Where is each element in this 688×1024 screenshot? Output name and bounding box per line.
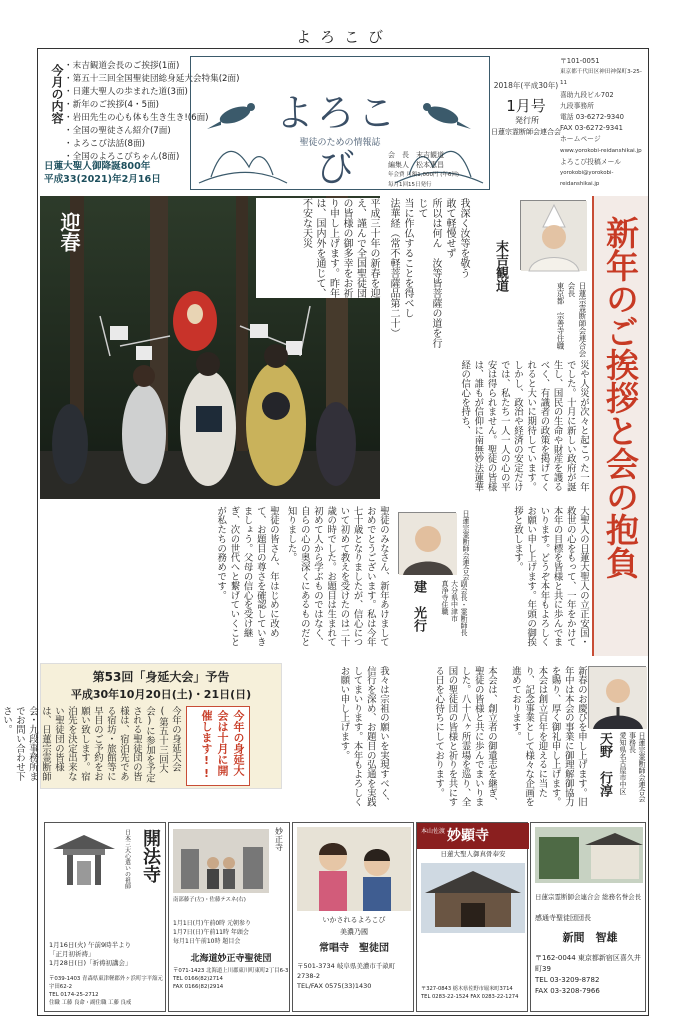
editor-line: 編集人 松本恵昌 <box>388 161 444 169</box>
amano-name: 天野 行淳 <box>597 732 612 797</box>
anniversary-note <box>44 160 188 186</box>
sueyoshi-titles <box>510 282 588 358</box>
photo-caption: 迎春 <box>57 212 81 252</box>
ad-joshoji[interactable] <box>292 822 414 1012</box>
ad-contact <box>49 975 163 1007</box>
sueyoshi-name: 末吉観道 <box>493 240 508 292</box>
intro-text: 平成三十年の新春を迎え、謹んで全国聖徒団の皆様の御多幸をお祈り申し上げます。昨年は、国内外を通じて、不安な天災 <box>256 198 380 298</box>
article-column: 聖徒の皆さん、年はじめに改めて、お題目の尊さを確認していきましょう。父母の信心を受け継ぎ、次の世代へと繋げていくことが私たちの務めです。 <box>215 506 279 647</box>
toc-item[interactable]: ・全国の聖徒さん紹介(7面) <box>64 126 171 136</box>
ad-contact <box>173 967 289 991</box>
anniversary-line: 日蓮大聖人御降誕800年 <box>44 161 151 172</box>
title-line: 真浄寺住職 <box>441 580 449 615</box>
ad-sub: 日蓮大聖人御真骨奉安 <box>440 850 506 858</box>
title-line: 副会長・霊断師長 <box>460 580 468 636</box>
issue-year: 2018年(平成30年) <box>493 81 559 90</box>
ad-address: 〒501-3734 岐阜県美濃市千畝町2738-2 <box>297 962 396 980</box>
editor-line: 会 長 末吉観道 <box>388 151 444 159</box>
ad-myokenji[interactable] <box>416 822 528 1012</box>
ad-line: 1月7日(日)午前11時 年頭会 <box>173 929 249 936</box>
sutra-quote <box>380 198 470 354</box>
title-line: 大分県中津市 <box>450 580 459 622</box>
ad-contact <box>535 953 645 997</box>
tate-titles-2 <box>440 580 468 656</box>
sutra-line: 我深く汝等を敬う <box>458 198 469 278</box>
ad-fax: FAX 03-3208-7966 <box>535 987 600 995</box>
ad-title-bar <box>417 823 529 849</box>
toc-item[interactable]: ・末吉観道会長のご挨拶(1面) <box>64 61 180 71</box>
toc-item[interactable]: ・全国のよろこびちゃん(8面) <box>64 152 180 162</box>
article-column: 大聖人の日蓮大聖人の立正安国・救世の心をもって、一年をかけて本年の目標を皆様と共に歩んでまいります。どうぞ本年もよろしくお願い申し上げます。年頭の御挨拶と致します。 <box>511 506 589 647</box>
tate-portrait <box>398 512 456 574</box>
homepage-link[interactable]: www.yorokobi-reidanshikai.jp <box>560 147 642 154</box>
masthead-title: よろこび <box>275 91 399 190</box>
ad-address: 〒162-0044 東京都新宿区喜久井町39 <box>535 954 641 973</box>
ad-myoshoji[interactable] <box>168 822 290 1012</box>
toc-item[interactable]: ・新年のご挨拶(4・5面) <box>64 100 159 110</box>
contact-line: 電話 03-6272-9340 <box>560 113 624 122</box>
headline-text: 新年のご挨拶と会の抱負 <box>601 216 640 579</box>
ad-sub: 感通寺聖徒団団長 <box>535 914 591 922</box>
article-column: 我々は宗祖の願いを実現すべく、信行を深め、お題目の弘通を実践してまいります。本年もよろしくお願い申し上げます。 <box>338 666 389 807</box>
toc-item[interactable]: ・日蓮大聖人の歩まれた道(3面) <box>64 87 188 97</box>
toc-item[interactable]: ・よろこび法話(8面) <box>64 139 145 149</box>
priest-portrait-image <box>399 513 457 575</box>
ad-header: いかされるよろこび <box>322 916 386 924</box>
ad-tel: TEL/FAX 0575(33)1430 <box>297 982 372 990</box>
ad-schedule <box>173 919 289 946</box>
sutra-line: 所以は何ん 汝等皆菩薩の道を行じて <box>416 198 441 348</box>
contact-line: 九段事務所 <box>560 101 594 110</box>
article-column: 聖徒のみなさん、新年あけましておめでとうございます。私は今年七十歳となりましたが、信心について初めて教えを受けたのは二十歳の時でした。お題目は生まれて初めて人から学ぶものではなく、自らの心の奥深くにあるものだと知りました。 <box>285 506 389 647</box>
ad-contact <box>297 961 411 991</box>
ad-people: 住職 工藤 良命・副住職 工藤 良戒 <box>49 1000 132 1006</box>
ad-line: 1月16日(火) 午前9時半より <box>49 941 132 949</box>
article-column: 新春のお慶びを申し上げます。旧年中は本会の事業に御理解御協力を賜り、厚く御礼申し上げます。本会は創立百年を迎えるに当たり、記念事業として様々な企画を進めております。 <box>509 666 587 807</box>
ad-name: 北海道妙正寺聖徒団 <box>190 954 272 964</box>
toc-label: 今月の内容 <box>50 64 64 124</box>
ad-tagline: 日本三大心遣いの祖師 <box>123 829 131 889</box>
editor-line: 年会費 月額1,000円 (年6回) <box>388 172 460 178</box>
ad-name: 新間 智雄 <box>562 931 618 944</box>
sutra-line: 当に作仏することを得べし <box>402 198 413 318</box>
toc-item[interactable]: ・第五十三回全国聖徒団総身延大会特集(2面) <box>64 74 240 84</box>
children-photo-image <box>297 827 411 911</box>
temple-building-image <box>535 827 643 883</box>
amano-portrait <box>588 666 646 728</box>
ad-kaihoji[interactable] <box>44 822 166 1012</box>
temple-gate-icon <box>49 831 119 891</box>
ad-contact <box>421 985 527 1001</box>
ad-caption: 南部藤子(左)・佐藤テスネ(右) <box>173 897 246 903</box>
ad-address: 〒327-0843 栃木県佐野市堀米町3714 <box>421 986 513 992</box>
ad-line: 「正月初祈祷」 <box>49 950 95 958</box>
running-head: よろこび <box>295 28 392 46</box>
title-line: 日蓮宗霊断師会連合会 <box>638 732 646 802</box>
ad-line: 毎月1日午前10時 題目会 <box>173 938 241 945</box>
toc-list <box>64 60 240 164</box>
event-callout-text: 今年の身延大会は十月に開催します!! <box>200 710 245 780</box>
article-column: 災や人災が次々と起こった一年でした。十月に新しい政府が誕生し、国民の生命や財産を護るべく、有識者の政策を掲げてくれると大いに期待しています。しかし、政治や経済の安定だけでは、私たち一人一人の心の平安は得られません。聖徒の皆様は、誰もが信仰に南無妙法蓮華経の信心を持ち、 <box>459 360 589 492</box>
editor-line: 毎月1回15日発行 <box>388 182 432 188</box>
contact-line: よろこび投稿メール <box>560 157 622 166</box>
ad-tel: TEL 0166(82)2714 <box>173 976 223 982</box>
editor-info <box>388 150 494 190</box>
title-line: 日蓮宗霊断師会連合会 <box>578 282 587 357</box>
ad-name: 妙顕寺 <box>447 828 489 844</box>
event-body: 今年の身延大会(第五十三回大会)に参加を予定される聖徒団の皆様は、宿泊先である宿坊・旅館等に早目のご予約をお願い致します。宿泊先を決定出来ない聖徒団の皆様は、日蓮宗霊断師会・九段事務所までお問い合わせ下さい。 <box>1 706 181 783</box>
group-photo-image <box>173 829 269 893</box>
ad-line: 1月28日(日)「祈祷初講会」 <box>49 959 132 967</box>
contact-line: 東京都千代田区神田神保町3-25-11 <box>560 69 642 87</box>
contact-line: 喜助九段ビル702 <box>560 90 614 99</box>
email-link[interactable]: yorokobi@yorokobi-reidanshikai.jp <box>560 170 614 188</box>
contact-info <box>560 56 648 190</box>
publisher-name: 日蓮宗霊断師会連合会 <box>491 128 561 136</box>
issue-month: 1月号 <box>506 97 546 115</box>
title-line: 東京都 宗善寺住職 <box>556 282 565 350</box>
title-line: 愛知県名古屋市中区 <box>619 732 627 795</box>
event-date: 平成30年10月20日(土)・21日(日) <box>70 688 252 701</box>
title-line: 事務長 <box>628 732 637 753</box>
sutra-line: 敢て軽慢せず <box>444 198 455 258</box>
publisher-label: 発行所 <box>515 116 539 125</box>
ad-header: 妙正寺 <box>274 827 284 851</box>
contact-line: ホームページ <box>560 135 601 144</box>
sutra-source: 法華経（常不軽菩薩品第二十） <box>388 198 399 338</box>
title-line: 日蓮宗霊断師会連合会 <box>462 510 470 580</box>
tate-name: 建 光行 <box>411 580 426 632</box>
title-line: 会長 <box>567 282 576 297</box>
toc-item[interactable]: ・岩田先生の心も体も生き生き!(6面) <box>64 113 209 123</box>
ad-tel: TEL 03-3209-8782 <box>535 976 600 984</box>
ad-address: 〒039-1403 青森県東津軽郡外ヶ浜町字平舘元宇田62-2 <box>49 976 163 990</box>
ad-fax: FAX 0166(82)2914 <box>173 984 224 990</box>
ad-name: 開法寺 <box>140 829 161 883</box>
ad-tel: TEL 0174-25-2712 <box>49 992 99 998</box>
ad-sub: 美濃乃國 <box>340 928 368 936</box>
ad-name: 常唱寺 聖徒団 <box>319 943 389 954</box>
ad-shinma[interactable] <box>530 822 646 1012</box>
event-heading: 第53回「身延大会」予告 <box>92 670 230 684</box>
article-column: 本会は、創立者の御遺志を継ぎ、聖徒の皆様と共に歩んでまいりました。八十八ヶ所霊場を巡り、全国の聖徒団の皆様と祈りを共にする日を心待ちにしております。 <box>433 666 497 807</box>
contact-line: FAX 03-6272-9341 <box>560 124 623 133</box>
ad-line: 1月1日(月)午前0時 元朝参り <box>173 920 252 927</box>
ad-header: 日蓮宗霊断師会連合会 総務名誉会長 <box>535 893 642 901</box>
sueyoshi-portrait <box>520 200 586 270</box>
priest-portrait-image <box>521 201 587 271</box>
ad-schedule <box>49 941 161 968</box>
temple-hall-image <box>421 863 525 933</box>
masthead-subtitle: 聖徒のための情報誌 <box>299 138 381 148</box>
ad-tel: TEL 0283-22-1524 FAX 0283-22-1274 <box>421 994 519 1000</box>
priest-portrait-image <box>589 667 647 729</box>
ad-address: 〒071-1423 北海道上川郡東川町東町2丁目6-3 <box>173 968 289 974</box>
amano-titles <box>616 732 646 814</box>
anniversary-line: 平成33(2021)年2月16日 <box>44 174 161 185</box>
ad-header: 本山佐渡 <box>421 828 446 835</box>
contact-line: 〒101-0051 <box>560 57 600 65</box>
